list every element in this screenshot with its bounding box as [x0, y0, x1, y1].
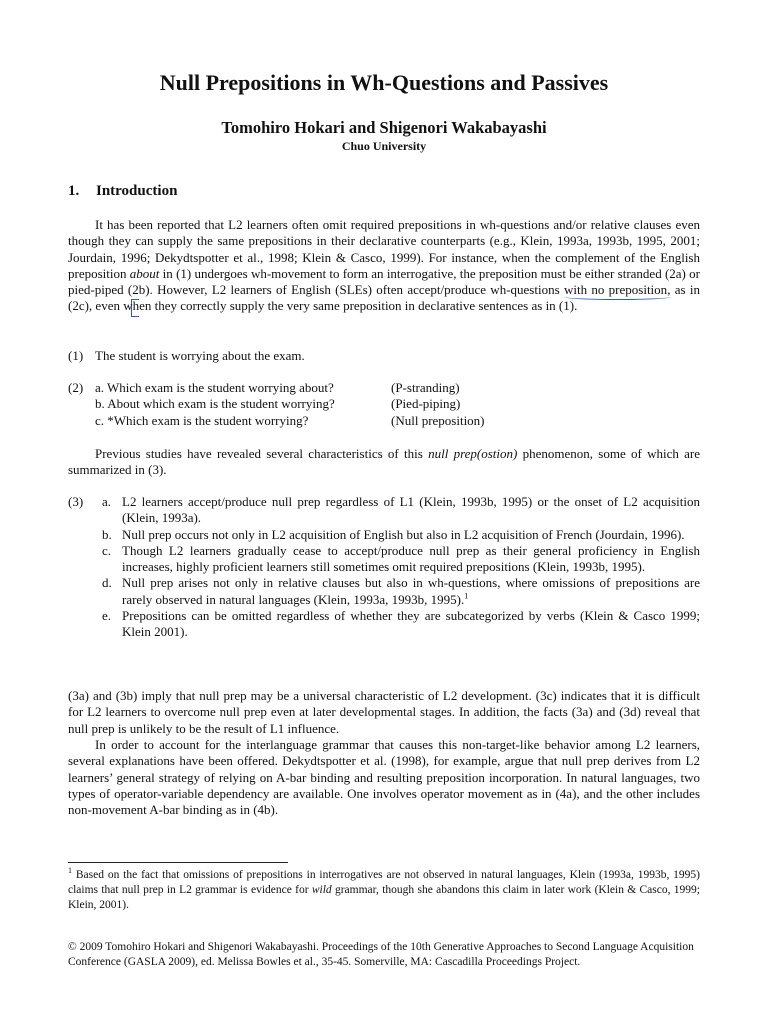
footnote: [68, 868, 700, 913]
list-item: [68, 543, 700, 576]
item-letter: b.: [102, 526, 112, 542]
intro-text-2: in (1) undergoes wh-movement to form an interrogative, the preposition must be either stranded (2a) or pied-piped (2b). However,: [68, 265, 700, 298]
example-row: [68, 396, 700, 412]
example-label: (2): [68, 380, 84, 395]
list-item: [68, 527, 700, 543]
author-names: Tomohiro Hokari and Shigenori Wakabayashi: [221, 118, 547, 137]
intro-text-3: L2 learners of English (SLEs) often accept/produce wh-questions: [211, 282, 564, 298]
example-row: [68, 413, 700, 429]
example-text: The student is worrying about the exam.: [95, 348, 305, 363]
example-sentence: c. *Which exam is the student worrying?: [95, 412, 309, 428]
intro-text-1: It has been reported that L2 learners often omit required prepositions in wh-questions and/or relative clauses even though they can supply the same prepositions in their declarative counterparts (e.g., Klein, 1993a, 1993b, 1995, 2001; Jourdain, 1996; Dekydtspotter et al., 1998; Klein & Casco, 1999). For instance, when the complement of the English preposition: [68, 217, 700, 281]
section-heading: [68, 183, 177, 200]
intro-emphasis: about: [129, 265, 160, 281]
footnote-divider: [68, 862, 288, 863]
example-2: [68, 380, 700, 429]
para2-emphasis: null prep(ostion): [428, 446, 518, 461]
example-label: (3): [68, 494, 84, 509]
example-tag: (Pied-piping): [391, 396, 461, 412]
footnote-emphasis: wild: [311, 884, 332, 896]
example-row: [68, 380, 700, 396]
list-item: [68, 575, 700, 608]
item-text: L2 learners accept/produce null prep regardless of L1 (Klein, 1993b, 1995) or the onset of L2 acquisition (Klein, 1993a).: [122, 494, 700, 526]
item-letter: e.: [102, 608, 112, 624]
footnote-marker[interactable]: 1: [464, 591, 469, 601]
example-tag: (P-stranding): [391, 380, 460, 395]
example-1: [68, 348, 700, 364]
paper-title: Null Prepositions in Wh-Questions and Passives: [159, 70, 609, 95]
example-sentence: b. About which exam is the student worrying?: [95, 396, 335, 412]
footnote-text: Based on the fact that omissions of prepositions in interrogatives are not observed in natural languages, Klein (1993a, 1993b, 1995) claims that null prep in L2 grammar is evidence for: [68, 869, 700, 896]
para2-text-end: phenomenon, some of which are summarized in (3).: [68, 446, 700, 478]
paragraph-2: [68, 446, 700, 479]
item-text: Null prep occurs not only in L2 acquisition of English but also in L2 acquisition of French (Jourdain, 1996).: [122, 526, 685, 542]
footnote-text-end: grammar, though she abandons this claim in later work (Klein & Casco, 1999; Klein, 2001).: [68, 884, 700, 911]
section-number: 1.: [68, 183, 80, 199]
annotated-underline: with no preposition: [563, 282, 668, 298]
para2-text: Previous studies have revealed several characteristics of this: [95, 446, 429, 461]
item-letter: a.: [102, 494, 112, 509]
intro-text-4: , as in (2c), even when they correctly supply the very same preposition in declarative sentences as in (1).: [68, 282, 700, 314]
affiliation: Chuo University: [341, 139, 427, 153]
paragraph-4: In order to account for the interlanguage grammar that causes this non-target-like behavior among L2 learners, several explanations have been offered. Dekydtspotter et al. (1998), for example, argue that null prep derives from L2 learners’ general strategy of relying on A-bar binding and resulting preposition incorporation. In natural languages, two types of operator-variable dependency are available. One involves operator movement as in (4a), and the other includes non-movement A-bar binding as in (4b).: [68, 737, 700, 818]
example-tag: (Null preposition): [391, 412, 485, 428]
item-letter: c.: [102, 542, 112, 558]
example-3: [68, 494, 700, 641]
intro-paragraph: [68, 217, 700, 315]
list-item: [68, 608, 700, 641]
item-text: Though L2 learners gradually cease to accept/produce null prep as their general proficiency in English increases, highly proficient learners still sometimes omit required prepositions (Klein, 1993b, 1995).: [122, 542, 700, 575]
paragraph-3: (3a) and (3b) imply that null prep may be a universal characteristic of L2 development. (3c) indicates that it is difficult for L2 learners to overcome null prep even at later developmental stages. In addition, the facts (3a) and (3d) reveal that null prep is unlikely to be the result of L1 influence.: [68, 688, 700, 736]
example-sentence: a. Which exam is the student worrying about?: [95, 380, 334, 395]
example-label: (1): [68, 348, 84, 363]
list-item: [68, 494, 700, 527]
item-text: Prepositions can be omitted regardless of whether they are subcategorized by verbs (Klein & Casco 1999; Klein 2001).: [122, 608, 700, 640]
footnote-number: 1: [68, 866, 72, 876]
item-text: Null prep arises not only in relative clauses but also in wh-questions, where omissions of prepositions are rarely observed in natural languages (Klein, 1993a, 1993b, 1995).: [122, 575, 700, 607]
section-title: Introduction: [96, 183, 178, 199]
item-letter: d.: [102, 575, 112, 591]
copyright-notice: © 2009 Tomohiro Hokari and Shigenori Wakabayashi. Proceedings of the 10th Generative Approaches to Second Language Acquisition Conference (GASLA 2009), ed. Melissa Bowles et al., 35-45. Somerville, MA: Cascadilla Proceedings Project.: [68, 941, 694, 968]
